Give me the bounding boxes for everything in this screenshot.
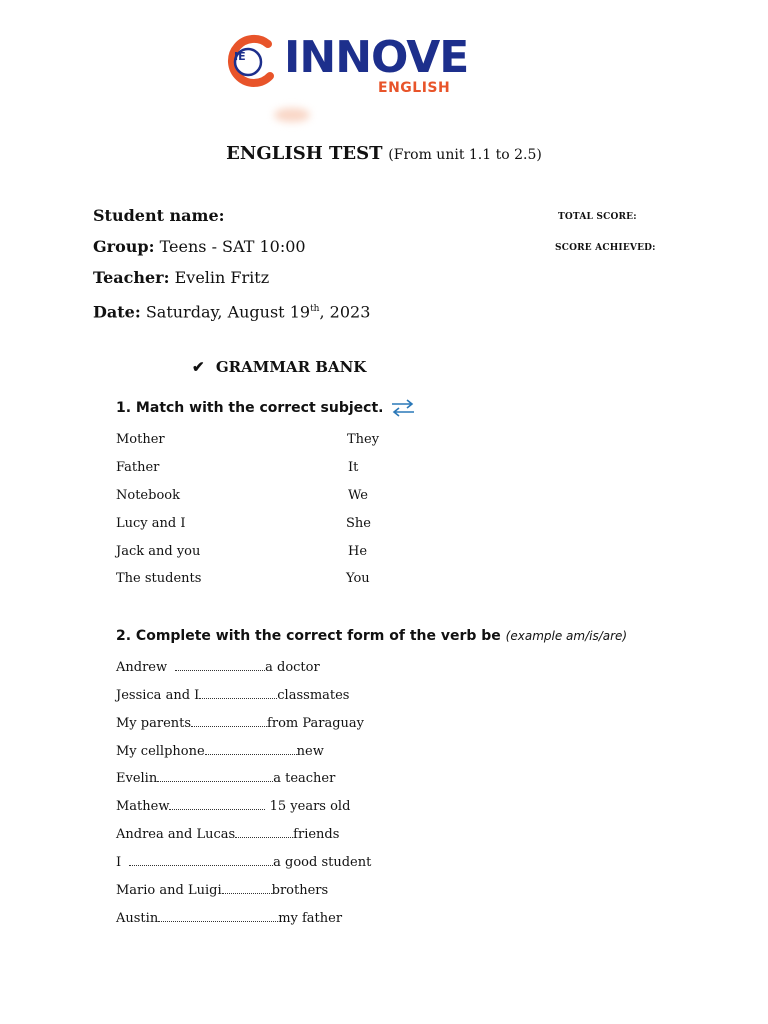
- date-label: Date:: [93, 302, 141, 322]
- q2-item-after: new: [296, 744, 324, 759]
- q2-item-before: Mathew: [116, 799, 170, 814]
- q2-item-after: friends: [293, 827, 340, 842]
- q2-item-before: Mario and Luigi: [116, 883, 222, 898]
- logo-subtitle: ENGLISH: [378, 80, 451, 96]
- logo-wordmark: INNOVE: [284, 32, 469, 83]
- group-value: Teens - SAT 10:00: [159, 237, 306, 256]
- innove-logo: [222, 28, 469, 128]
- q1-subject-right: He: [348, 544, 368, 559]
- q1-subject-right: They: [347, 432, 380, 447]
- q1-subject-right: We: [348, 488, 368, 503]
- grammar-bank-title: GRAMMAR BANK: [215, 358, 367, 376]
- q2-blank-line[interactable]: [158, 909, 278, 922]
- checkmark-icon: ✔: [192, 358, 205, 376]
- date-value-sup: th: [310, 304, 320, 314]
- q2-item-after: brothers: [271, 883, 329, 898]
- q2-blank-line[interactable]: [157, 769, 273, 782]
- q2-item-after: 15 years old: [265, 799, 351, 814]
- q2-item: [116, 797, 350, 816]
- q2-item-after: my father: [278, 911, 343, 926]
- q2-item: [116, 769, 335, 788]
- q2-item: [116, 881, 328, 900]
- date-field: [93, 298, 370, 323]
- q2-item-before: Jessica and I: [116, 688, 200, 703]
- teacher-value: Evelin Fritz: [174, 268, 270, 287]
- q2-example: (example am/is/are): [505, 629, 628, 643]
- q2-item: [116, 742, 324, 761]
- q2-blank-line[interactable]: [199, 686, 277, 699]
- group-label: Group:: [93, 237, 155, 256]
- q1-subject-left: The students: [116, 571, 202, 586]
- q1-subject-right: You: [346, 571, 370, 586]
- q2-item-after: classmates: [277, 688, 350, 703]
- q1-subject-left: Lucy and I: [116, 516, 186, 531]
- test-title-main: ENGLISH TEST: [226, 143, 383, 164]
- swap-arrows-icon: [390, 398, 416, 418]
- q2-item-after: a doctor: [265, 660, 320, 675]
- q2-item: [116, 714, 364, 733]
- q1-subject-left: Jack and you: [116, 544, 201, 559]
- teacher-label: Teacher:: [93, 268, 170, 287]
- test-title-sub: (From unit 1.1 to 2.5): [388, 147, 542, 163]
- q2-blank-line[interactable]: [191, 714, 267, 727]
- q2-item-before: My parents: [116, 716, 192, 731]
- student-name-field: [93, 205, 225, 227]
- total-score-label: TOTAL SCORE:: [558, 212, 637, 222]
- q2-item-before: Andrew: [116, 660, 168, 675]
- q2-item-before: I: [116, 855, 122, 870]
- q2-blank-line[interactable]: [205, 742, 297, 755]
- q2-item: [116, 658, 320, 677]
- group-field: [93, 236, 306, 258]
- grammar-bank-heading: [192, 358, 366, 376]
- logo-swoosh-icon: [222, 32, 282, 92]
- q2-item-after: a good student: [273, 855, 372, 870]
- q2-item-after: from Paraguay: [267, 716, 365, 731]
- q2-item: [116, 686, 349, 705]
- logo-smudge: [274, 108, 310, 122]
- logo-badge-text: IE: [234, 50, 246, 63]
- q2-blank-line[interactable]: [175, 658, 265, 671]
- q1-subject-left: Mother: [116, 432, 165, 447]
- q2-item-before: Austin: [116, 911, 159, 926]
- q1-subject-right: She: [346, 516, 371, 531]
- q2-item-before: My cellphone: [116, 744, 205, 759]
- q2-item-before: Evelin: [116, 771, 158, 786]
- q2-blank-line[interactable]: [222, 881, 272, 894]
- score-achieved-label: SCORE ACHIEVED:: [555, 243, 656, 253]
- q2-blank-line[interactable]: [129, 853, 273, 866]
- q1-title: 1. Match with the correct subject.: [116, 400, 384, 416]
- q2-item: [116, 825, 339, 844]
- q2-item-after: a teacher: [273, 771, 336, 786]
- teacher-field: [93, 267, 269, 289]
- q2-item: [116, 909, 342, 928]
- q2-blank-line[interactable]: [169, 797, 265, 810]
- q1-subject-left: Notebook: [116, 488, 180, 503]
- q2-title-text: 2. Complete with the correct form of the verb be: [116, 628, 501, 644]
- test-title: [0, 143, 768, 164]
- q2-title: [116, 628, 627, 644]
- q1-subject-left: Father: [116, 460, 160, 475]
- date-value-post: , 2023: [319, 302, 371, 322]
- q2-item: [116, 853, 371, 872]
- q2-item-before: Andrea and Lucas: [116, 827, 236, 842]
- q1-subject-right: It: [348, 460, 359, 475]
- student-name-label: Student name:: [93, 206, 225, 225]
- q2-blank-line[interactable]: [235, 825, 293, 838]
- date-value-pre: Saturday, August 19: [145, 302, 311, 322]
